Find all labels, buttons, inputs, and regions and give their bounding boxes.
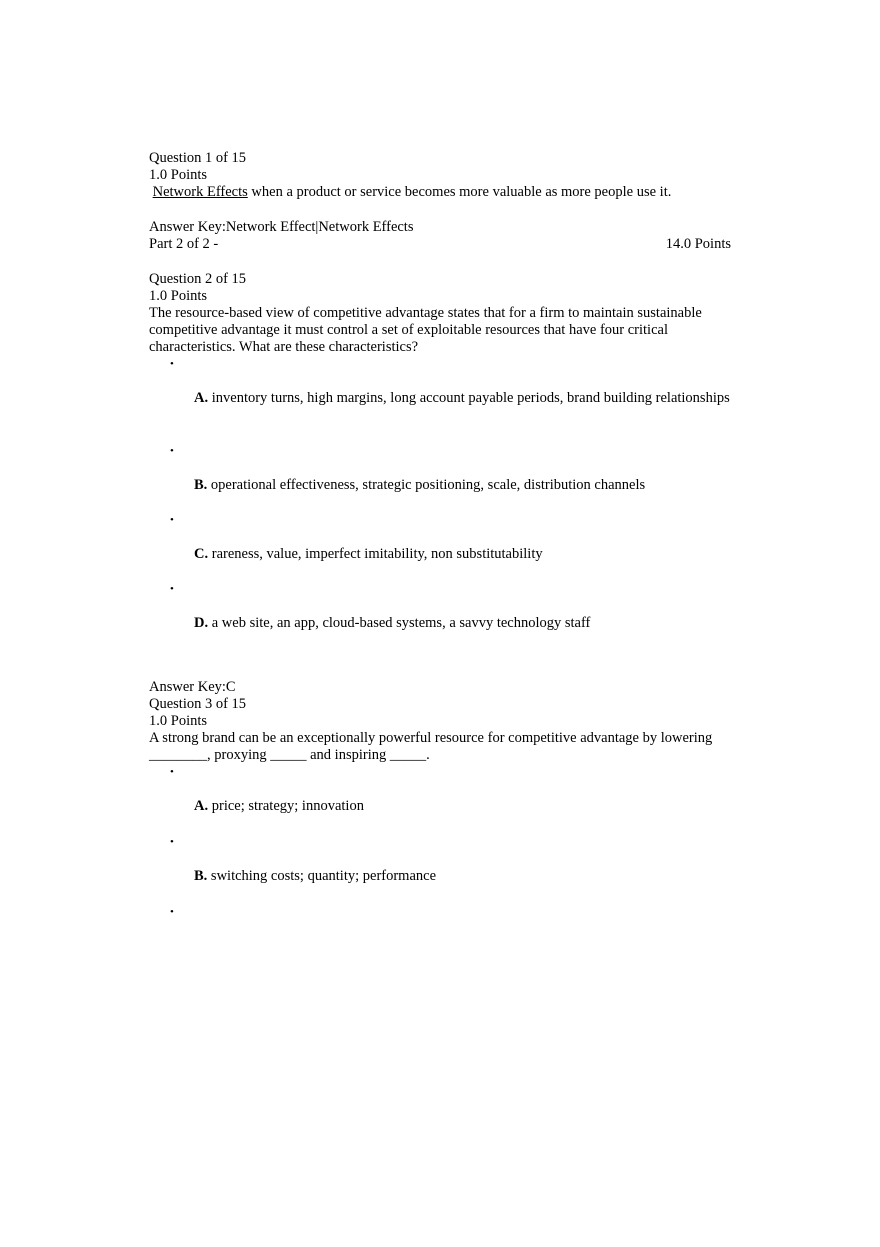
- option-b[interactable]: [149, 868, 731, 904]
- option-text: rareness, value, imperfect imitability, non substitutability: [208, 546, 543, 562]
- bullet-icon: •: [170, 358, 174, 370]
- option-text: operational effectiveness, strategic positioning, scale, distribution channels: [207, 477, 646, 493]
- question-header: Question 1 of 15: [149, 150, 247, 166]
- question-2: [149, 271, 731, 696]
- question-points: 1.0 Points: [149, 713, 208, 729]
- bullet-icon: •: [170, 445, 174, 457]
- question-header: Question 2 of 15: [149, 271, 247, 287]
- option-text: a web site, an app, cloud-based systems, a savvy technology staff: [208, 615, 591, 631]
- bullet-icon: •: [170, 766, 174, 778]
- blank-answer: Network Effects: [152, 184, 248, 200]
- answer-key: Answer Key:Network Effect|Network Effects: [149, 219, 414, 235]
- bullet-row: [149, 443, 731, 477]
- option-a[interactable]: [149, 390, 731, 443]
- question-text: A strong brand can be an exceptionally powerful resource for competitive advantage by lowering ________, proxying _____ and inspiring _____.: [149, 730, 713, 763]
- bullet-row: [149, 904, 731, 924]
- question-header: Question 3 of 15: [149, 696, 247, 712]
- question-points: 1.0 Points: [149, 167, 208, 183]
- bullet-icon: •: [170, 906, 174, 918]
- question-points: 1.0 Points: [149, 288, 208, 304]
- bullet-row: [149, 581, 731, 615]
- option-d[interactable]: [149, 615, 731, 679]
- question-statement: when a product or service becomes more valuable as more people use it.: [247, 184, 672, 200]
- option-text: inventory turns, high margins, long account payable periods, brand building relationships: [208, 390, 730, 406]
- part-points: 14.0 Points: [665, 236, 731, 252]
- bullet-row: [149, 512, 731, 546]
- option-text: switching costs; quantity; performance: [207, 868, 437, 884]
- bullet-icon: •: [170, 514, 174, 526]
- option-letter: A.: [194, 798, 209, 814]
- part-label: Part 2 of 2 -: [149, 236, 219, 252]
- option-a[interactable]: [149, 798, 731, 834]
- question-text: [149, 184, 731, 201]
- option-letter: B.: [194, 868, 208, 884]
- bullet-row: [149, 356, 731, 390]
- bullet-row: [149, 764, 731, 798]
- option-c[interactable]: [149, 546, 731, 581]
- bullet-row: [149, 834, 731, 868]
- question-3: [149, 696, 731, 924]
- option-b[interactable]: [149, 477, 731, 512]
- answer-options: [149, 764, 731, 924]
- answer-key: Answer Key:C: [149, 679, 236, 695]
- quiz-page: [149, 150, 731, 924]
- option-letter: C.: [194, 546, 209, 562]
- option-letter: A.: [194, 390, 209, 406]
- question-1: [149, 150, 731, 236]
- option-letter: B.: [194, 477, 208, 493]
- answer-options: [149, 356, 731, 679]
- option-letter: D.: [194, 615, 209, 631]
- question-text: The resource-based view of competitive advantage states that for a firm to maintain sustainable competitive advantage it must control a set of exploitable resources that have four critical characteristics. What are these characteristics?: [149, 305, 702, 355]
- bullet-icon: •: [170, 836, 174, 848]
- bullet-icon: •: [170, 583, 174, 595]
- part-header: [149, 236, 731, 253]
- option-text: price; strategy; innovation: [208, 798, 364, 814]
